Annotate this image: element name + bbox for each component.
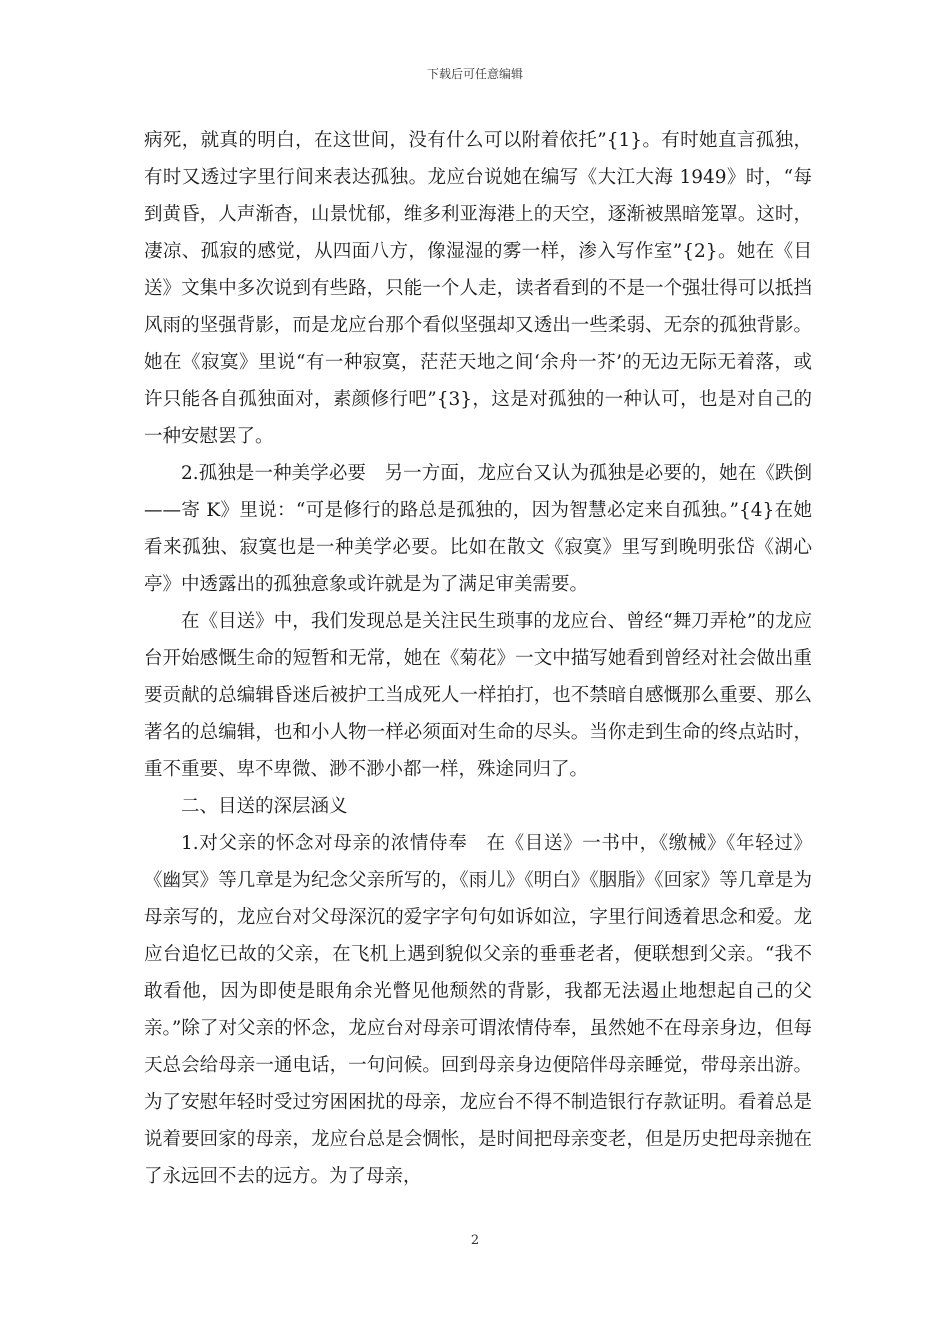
paragraph-3: 在《目送》中，我们发现总是关注民生琐事的龙应台、曾经“舞刀弄枪”的龙应台开始感慨生命的短暂和无常，她在《菊花》一文中描写她看到曾经对社会做出重要贡献的总编辑昏迷后被护工当成死人一样拍打，也不禁暗自感慨那么重要、那么著名的总编辑，也和小人物一样必须面对生命的尽头。当你走到生命的终点站时，重不重要、卑不卑微、渺不渺小都一样，殊途同归了。 <box>144 611 812 780</box>
section-heading: 二、目送的深层涵义 <box>181 796 348 817</box>
body-text <box>144 122 812 1195</box>
paragraph-4: 1.对父亲的怀念对母亲的浓情侍奉 在《目送》一书中，《缴械》《年轻过》《幽冥》等几章是为纪念父亲所写的，《雨儿》《明白》《胭脂》《回家》等几章是为母亲写的，龙应台对父母深沉的爱字字句句如诉如泣，字里行间透着思念和爱。龙应台追忆已故的父亲，在飞机上遇到貌似父亲的垂垂老者，便联想到父亲。“我不敢看他，因为即使是眼角余光瞥见他颓然的背影，我都无法遏止地想起自己的父亲。”除了对父亲的怀念，龙应台对母亲可谓浓情侍奉，虽然她不在母亲身边，但每天总会给母亲一通电话，一句问候。回到母亲身边便陪伴母亲睡觉，带母亲出游。为了安慰年轻时受过穷困困扰的母亲，龙应台不得不制造银行存款证明。看着总是说着要回家的母亲，龙应台总是会惆怅，是时间把母亲变老，但是历史把母亲抛在了永远回不去的远方。为了母亲， <box>144 833 812 1187</box>
paragraph-2: 2.孤独是一种美学必要 另一方面，龙应台又认为孤独是必要的，她在《跌倒——寄 K》里说：“可是修行的路总是孤独的，因为智慧必定来自孤独。”{4}在她看来孤独、寂寞也是一种美学必要。比如在散文《寂寞》里写到晚明张岱《湖心亭》中透露出的孤独意象或许就是为了满足审美需要。 <box>144 463 812 595</box>
paragraph-1: 病死，就真的明白，在这世间，没有什么可以附着依托”{1}。有时她直言孤独，有时又透过字里行间来表达孤独。龙应台说她在编写《大江大海 1949》时，“每到黄昏，人声渐杳，山景忧郁，维多利亚海港上的天空，逐渐被黑暗笼罩。这时，凄凉、孤寂的感觉，从四面八方，像湿湿的雾一样，渗入写作室”{2}。她在《目送》文集中多次说到有些路，只能一个人走，读者看到的不是一个强壮得可以抵挡风雨的坚强背影，而是龙应台那个看似坚强却又透出一些柔弱、无奈的孤独背影。她在《寂寞》里说“有一种寂寞，茫茫天地之间‘余舟一芥’的无边无际无着落，或许只能各自孤独面对，素颜修行吧”{3}，这是对孤独的一种认可，也是对自己的一种安慰罢了。 <box>144 130 812 447</box>
page-header: 下载后可任意编辑 <box>426 67 523 81</box>
page-number: 2 <box>470 1233 480 1248</box>
